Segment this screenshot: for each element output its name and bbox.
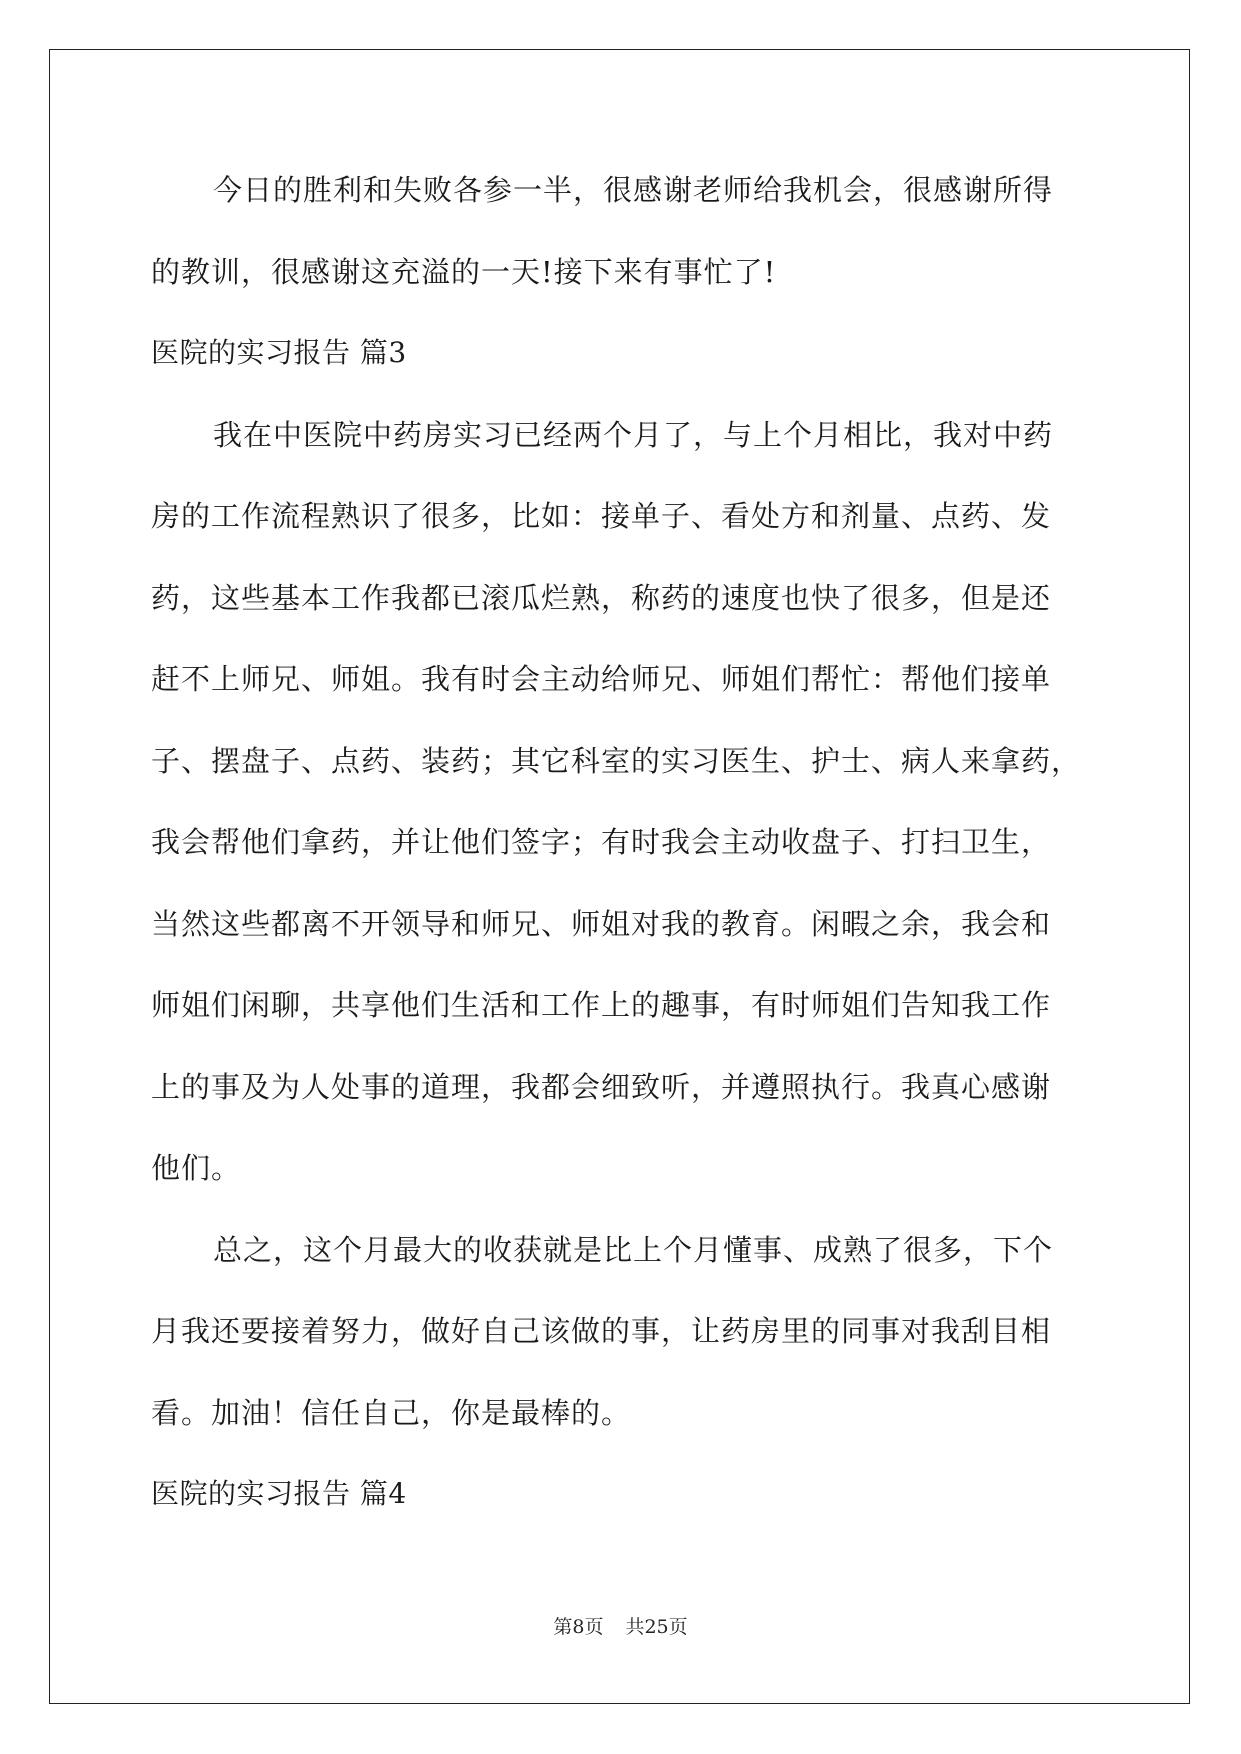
page-footer <box>0 1612 1241 1639</box>
section-heading: 医院的实习报告 篇4 <box>151 1477 407 1510</box>
document-body <box>151 160 1091 1546</box>
text-line: 师姐们闲聊，共享他们生活和工作上的趣事，有时师姐们告知我工作 <box>151 988 1052 1022</box>
text-line: 房的工作流程熟识了很多，比如：接单子、看处方和剂量、点药、发 <box>151 499 1052 533</box>
text-line: 我在中医院中药房实习已经两个月了，与上个月相比，我对中药 <box>213 417 1054 452</box>
text-line: 总之，这个月最大的收获就是比上个月懂事、成熟了很多，下个 <box>213 1232 1054 1267</box>
text-line: 当然这些都离不开领导和师兄、师姐对我的教育。闲暇之余，我会和 <box>151 906 1052 941</box>
text-line: 今日的胜利和失败各参一半，很感谢老师给我机会，很感谢所得 <box>213 173 1054 207</box>
text-line: 子、摆盘子、点药、装药；其它科室的实习医生、护士、病人来拿药， <box>151 743 1082 778</box>
section-heading: 医院的实习报告 篇3 <box>151 336 407 369</box>
text-line: 赶不上师兄、师姐。我有时会主动给师兄、师姐们帮忙：帮他们接单 <box>151 662 1052 696</box>
text-line: 的教训，很感谢这充溢的一天!接下来有事忙了! <box>151 254 777 289</box>
text-line: 药，这些基本工作我都已滚瓜烂熟，称药的速度也快了很多，但是还 <box>151 580 1052 615</box>
page-number: 第8页 <box>553 1616 604 1638</box>
text-line: 他们。 <box>151 1151 242 1185</box>
text-line: 上的事及为人处事的道理，我都会细致听，并遵照执行。我真心感谢 <box>151 1069 1052 1104</box>
text-line: 月我还要接着努力，做好自己该做的事，让药房里的同事对我刮目相 <box>151 1314 1052 1348</box>
text-line: 我会帮他们拿药，并让他们签字；有时我会主动收盘子、打扫卫生， <box>151 825 1052 859</box>
text-line: 看。加油！信任自己，你是最棒的。 <box>151 1395 632 1430</box>
page-total: 共25页 <box>625 1616 688 1638</box>
